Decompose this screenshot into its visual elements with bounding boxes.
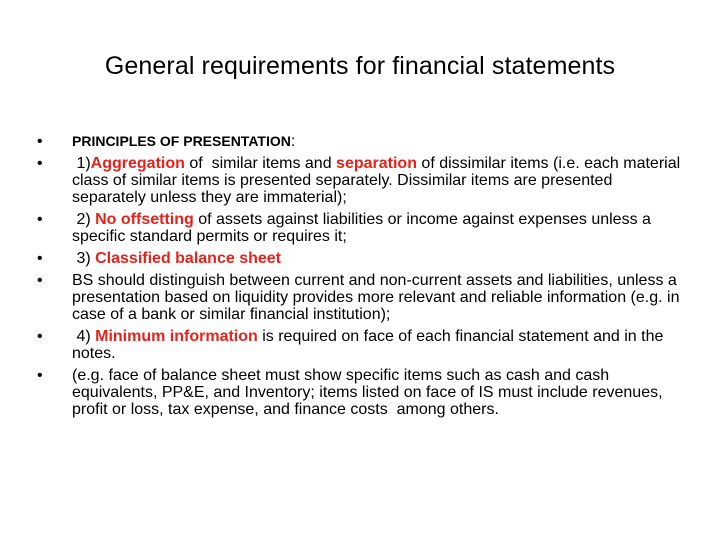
no-offsetting-rest-text: of assets against liabilities or income against expenses unless a specific standard permits or requires it; — [72, 211, 651, 245]
term-minimum-information: Minimum information — [95, 328, 258, 345]
bullet-icon: • — [37, 250, 43, 267]
bullet-icon: • — [37, 272, 43, 289]
bullet-item-minimum-information — [36, 328, 684, 362]
bullet-item-classified-balance-sheet — [36, 250, 684, 267]
bullet-icon: • — [37, 155, 43, 172]
term-classified-balance-sheet: Classified balance sheet — [95, 250, 281, 267]
bullet-item-aggregation — [36, 155, 684, 206]
bullet-item-principles — [36, 133, 684, 150]
principles-heading: PRINCIPLES OF PRESENTATION — [72, 133, 291, 149]
bullet-item-no-offsetting — [36, 211, 684, 245]
item-number: 4) — [72, 328, 96, 345]
slide-title: General requirements for financial statements — [104, 52, 616, 80]
bullet-item-bs-distinguish — [36, 272, 684, 323]
item-number: 3) — [72, 250, 96, 267]
bullet-icon: • — [37, 211, 43, 228]
aggregation-rest-text: of dissimilar items (i.e. each material class of similar items is presented separately. Dissimilar items are presented separately unless they are immaterial); — [72, 155, 681, 206]
principles-colon: : — [290, 133, 296, 150]
term-no-offsetting: No offsetting — [95, 211, 194, 228]
minimum-information-rest-text: is required on face of each financial statement and in the notes. — [72, 328, 664, 362]
bullet-icon: • — [37, 367, 43, 384]
bullet-icon: • — [37, 133, 43, 150]
term-separation: separation — [336, 155, 417, 172]
bs-distinguish-text: BS should distinguish between current and non-current assets and liabilities, unless a presentation based on liquidity provides more relevant and reliable information (e.g. in case of a bank or similar financial institution); — [72, 272, 680, 323]
item-number: 2) — [72, 211, 96, 228]
bullet-list — [36, 133, 684, 423]
bullet-item-example — [36, 367, 684, 418]
aggregation-mid-text: of similar items and — [184, 155, 337, 172]
example-text: (e.g. face of balance sheet must show specific items such as cash and cash equivalents, PP&E, and Inventory; items listed on face of IS must include revenues, profit or loss, tax expense, and finance costs among others. — [72, 367, 667, 418]
term-aggregation: Aggregation — [90, 155, 185, 172]
item-number: 1) — [72, 155, 91, 172]
bullet-icon: • — [37, 328, 43, 345]
